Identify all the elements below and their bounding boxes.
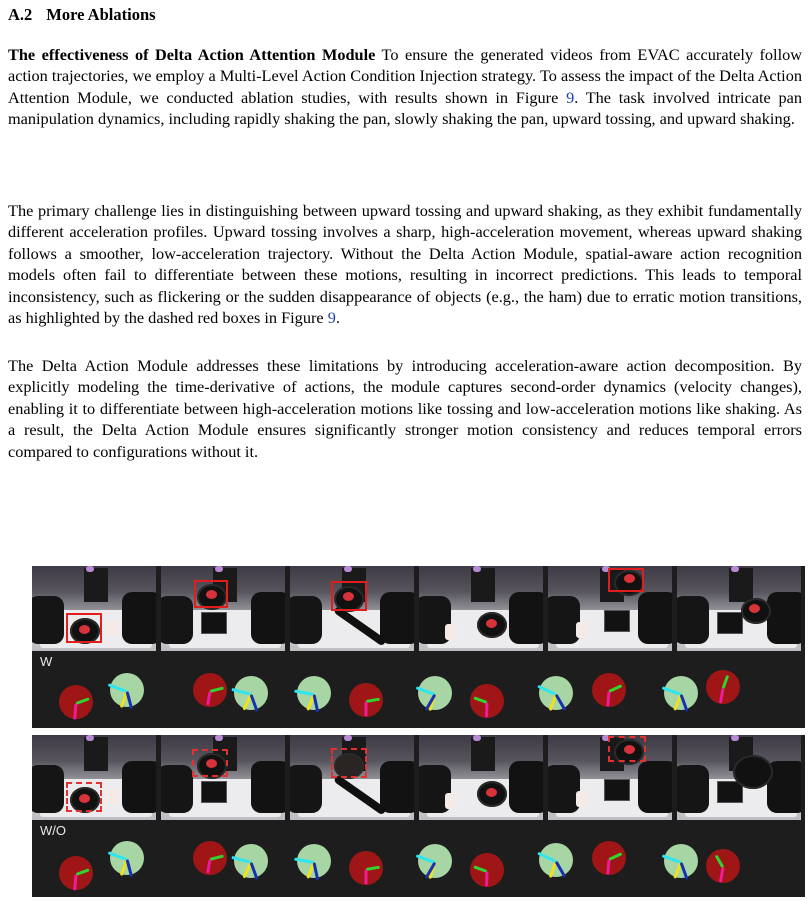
rotation-gauge-red [592, 673, 626, 707]
video-frame [548, 735, 672, 820]
paragraph-3: The Delta Action Module addresses these limitations by introducing acceleration-aware action decomposition. By explicitly modeling the time-derivative of actions, the module captures second-order dynamics (velocity changes), enabling it to differentiate between high-acceleration motions like tossing and low-acceleration motions like shaking. As a result, the Delta Action Module ensures significantly stronger motion consistency and reduces temporal errors compared to configurations without it. [8, 356, 802, 461]
rotation-gauge-red [592, 841, 626, 875]
paragraph-text: . [335, 308, 340, 328]
rotation-gauge-red [59, 856, 93, 890]
rotation-gauge-green [110, 673, 144, 707]
rotation-gauge-green [234, 844, 268, 878]
video-frame [32, 735, 156, 820]
video-frames [32, 735, 805, 820]
rotation-gauge-red [59, 685, 93, 719]
rotation-gauge-green [297, 676, 331, 710]
rotation-gauge-red [193, 673, 227, 707]
section-number: A.2 [8, 5, 33, 24]
rotation-gauge-green [110, 841, 144, 875]
video-frame [677, 566, 801, 651]
rotation-gauge-red [470, 853, 504, 887]
paragraph-2 [8, 200, 802, 328]
dashed-highlight-box [192, 749, 228, 777]
row-label-without: W/O [40, 823, 66, 838]
rotation-gauge-green [664, 676, 698, 710]
rotation-gauge-green [539, 676, 573, 710]
rotation-gauge-red [706, 670, 740, 704]
rotation-gauge-red [706, 849, 740, 883]
video-frame [548, 566, 672, 651]
video-frame [161, 566, 285, 651]
video-frames [32, 566, 805, 651]
video-frame [290, 566, 414, 651]
rotation-gauge-red [349, 683, 383, 717]
paragraph-1 [8, 44, 802, 130]
highlight-box [66, 613, 102, 643]
video-frame [290, 735, 414, 820]
video-frame [419, 566, 543, 651]
figure-ref-link[interactable]: 9 [566, 87, 575, 107]
figure-row-with-delta [32, 566, 805, 728]
rotation-gauge-red [470, 684, 504, 718]
paragraph-text: The primary challenge lies in distinguishing between upward tossing and upward shaking, as they exhibit fundamentally different acceleration profiles. Upward tossing involves a sharp, high-acceleration movement, whereas upward shaking follows a smoother, low-acceleration trajectory. Without the Delta Action Module, spatial-aware action recognition models often fail to differentiate between these motions, resulting in incorrect predictions. This leads to temporal inconsistency, such as flickering or the sudden disappearance of objects (e.g., the ham) due to erratic motion transitions, as highlighted by the dashed red boxes in Figure [8, 201, 802, 328]
rotation-gauge-green [297, 844, 331, 878]
dashed-highlight-box [66, 782, 102, 812]
dashed-highlight-box [608, 736, 646, 762]
paragraph-lead: The effectiveness of Delta Action Attention Module [8, 45, 376, 64]
figure-row-without-delta [32, 735, 805, 897]
section-heading [8, 5, 156, 25]
rotation-gauge-red [193, 841, 227, 875]
rotation-gauge-red [349, 851, 383, 885]
video-frame [161, 735, 285, 820]
rotation-gauge-green [418, 676, 452, 710]
video-frame [677, 735, 801, 820]
rotation-gauge-green [664, 844, 698, 878]
row-label-with: W [40, 654, 53, 669]
paragraph-text: . The task involved intricate pan manipulation dynamics, including rapidly shaking the pan, slowly shaking the pan, upward tossing, and upward shaking. [8, 87, 802, 129]
video-frame [32, 566, 156, 651]
paragraph-text: To ensure the generated videos from EVAC accurately follow action trajectories, we employ a Multi-Level Action Condition Injection strategy. To assess the impact of the Delta Action Attention Module, we conducted ablation studies, with results shown in Figure [8, 45, 802, 107]
figure-ref-link[interactable]: 9 [327, 308, 336, 328]
highlight-box [331, 581, 367, 611]
highlight-box [194, 580, 228, 608]
rotation-gauge-green [234, 676, 268, 710]
video-frame [419, 735, 543, 820]
rotation-gauge-green [539, 843, 573, 877]
rotation-gauge-green [418, 844, 452, 878]
dashed-highlight-box [331, 748, 367, 778]
highlight-box [608, 568, 644, 592]
section-title: More Ablations [46, 5, 156, 24]
